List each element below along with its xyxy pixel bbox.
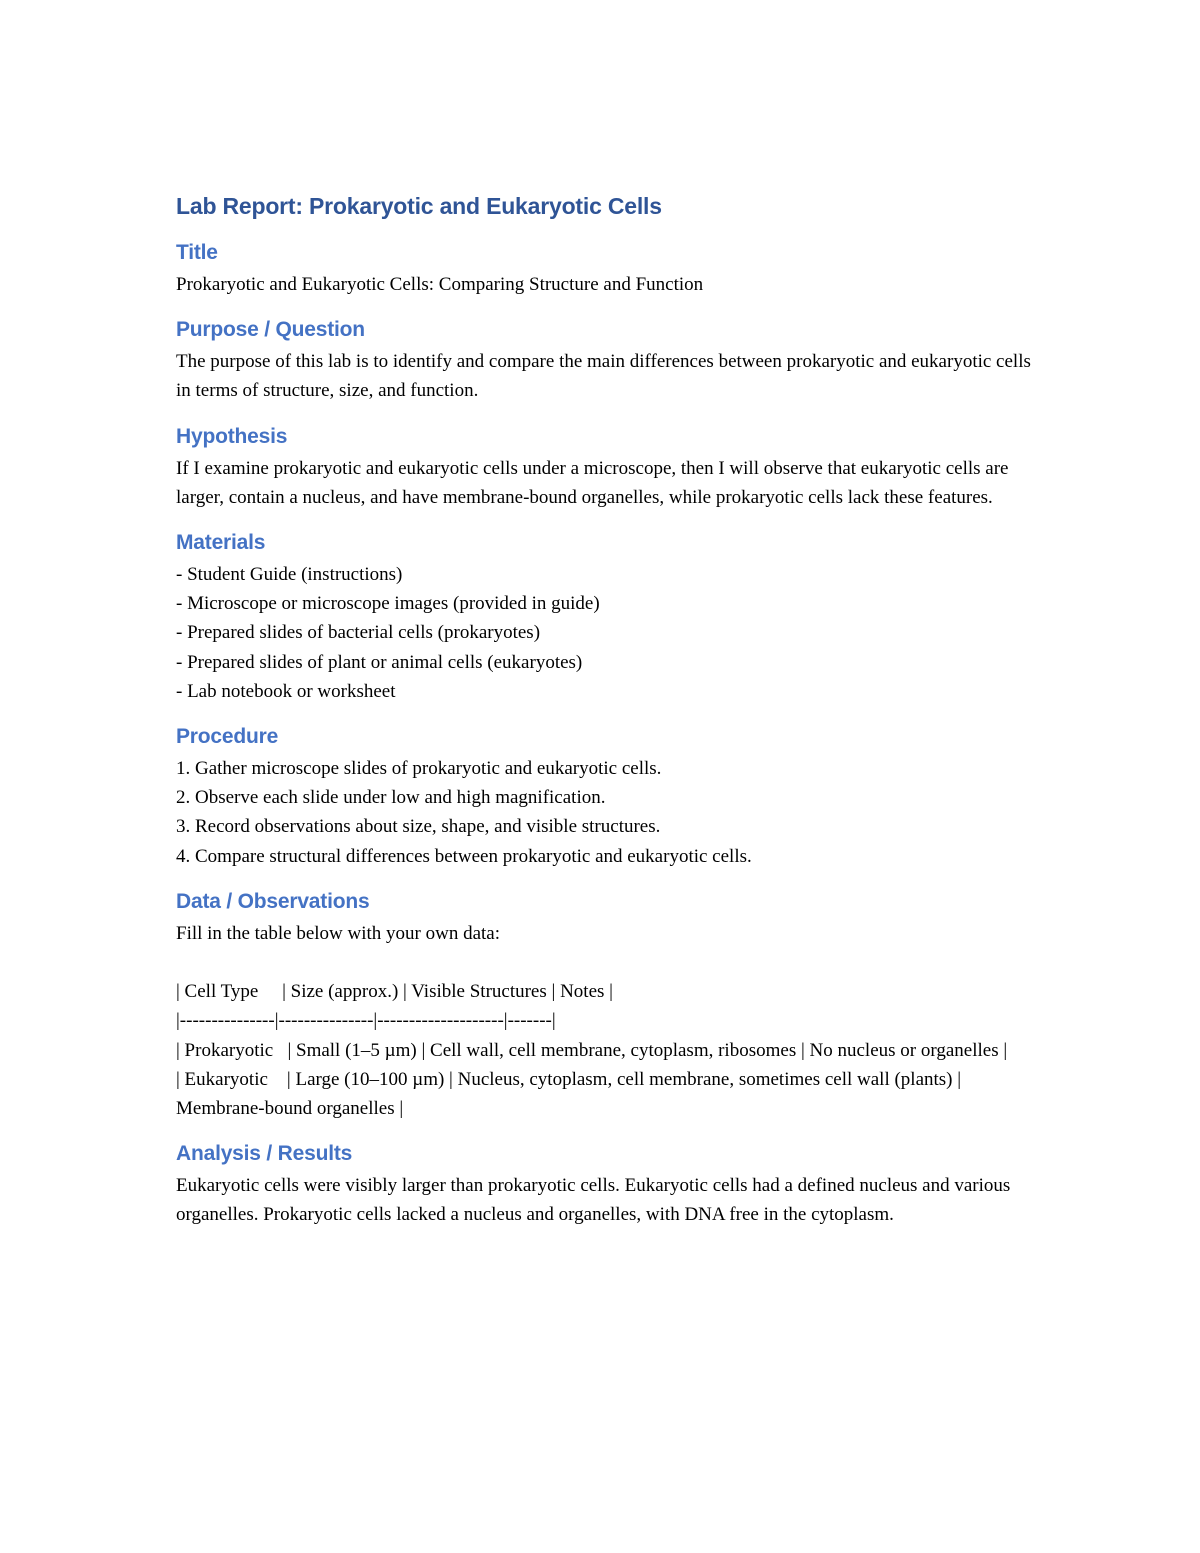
materials-item: - Microscope or microscope images (provided in guide) [176,593,600,615]
procedure-list [176,754,1036,871]
heading-data: Data / Observations [176,889,370,913]
document-title: Lab Report: Prokaryotic and Eukaryotic Cells [176,193,662,219]
procedure-step: 1. Gather microscope slides of prokaryotic and eukaryotic cells. [176,758,662,780]
blank-line [176,948,1036,977]
heading-purpose: Purpose / Question [176,318,365,342]
heading-title: Title [176,241,218,264]
purpose-text: The purpose of this lab is to identify and compare the main differences between prokaryotic and eukaryotic cells in terms of structure, size, and function. [176,351,1031,402]
procedure-step: 2. Observe each slide under low and high magnification. [176,787,606,809]
heading-procedure: Procedure [176,725,279,749]
materials-item: - Student Guide (instructions) [176,564,403,586]
table-separator-line: |---------------|---------------|--------------------|-------| [176,1010,556,1032]
title-text: Prokaryotic and Eukaryotic Cells: Comparing Structure and Function [176,274,704,295]
procedure-step: 3. Record observations about size, shape, and visible structures. [176,816,661,838]
hypothesis-text: If I examine prokaryotic and eukaryotic cells under a microscope, then I will observe that eukaryotic cells are larger, contain a nucleus, and have membrane-bound organelles, while prokaryotic cells lack these features. [176,457,1009,508]
materials-item: - Lab notebook or worksheet [176,680,396,702]
table-header-line: | Cell Type | Size (approx.) | Visible Structures | Notes | [176,981,613,1003]
materials-item: - Prepared slides of plant or animal cells (eukaryotes) [176,651,583,673]
procedure-step: 4. Compare structural differences between prokaryotic and eukaryotic cells. [176,845,752,867]
analysis-text: Eukaryotic cells were visibly larger than prokaryotic cells. Eukaryotic cells had a defined nucleus and various organelles. Prokaryotic cells lacked a nucleus and organelles, with DNA free in the cytoplasm. [176,1175,1011,1226]
table-row-prokaryotic: | Prokaryotic | Small (1–5 µm) | Cell wall, cell membrane, cytoplasm, ribosomes | No nucleus or organelles | [176,1039,1008,1061]
document-content [176,186,1036,1230]
data-block [176,919,1036,1123]
heading-hypothesis: Hypothesis [176,424,288,448]
materials-item: - Prepared slides of bacterial cells (prokaryotes) [176,622,541,644]
heading-materials: Materials [176,531,266,555]
heading-analysis: Analysis / Results [176,1142,353,1166]
table-row-eukaryotic: | Eukaryotic | Large (10–100 µm) | Nucleus, cytoplasm, cell membrane, sometimes cell wall (plants) | Membrane-bound organelles | [176,1068,966,1120]
materials-list [176,560,1036,706]
data-intro: Fill in the table below with your own data: [176,922,501,944]
